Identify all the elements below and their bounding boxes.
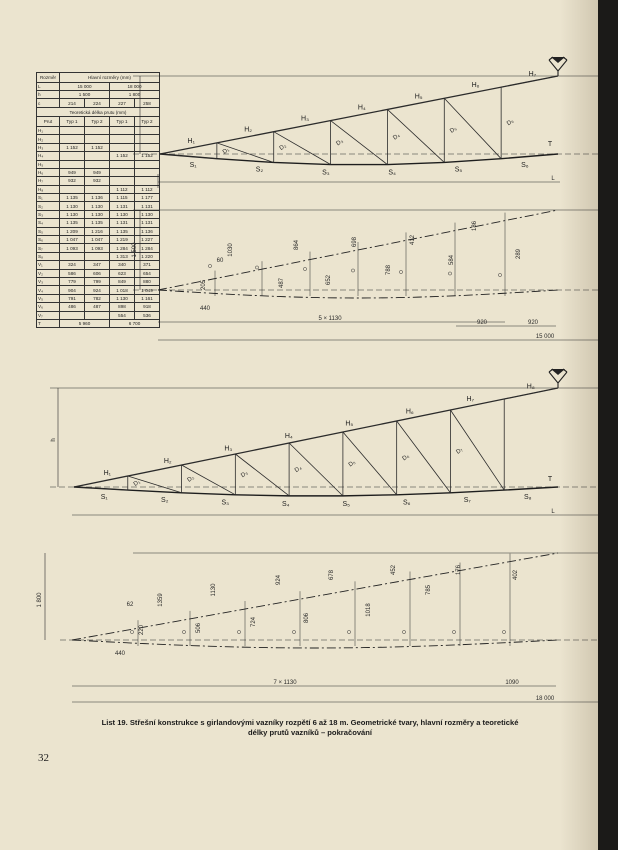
table-cell: 1 135 [60,194,85,202]
table-cell: 1 131 [135,202,160,210]
node-mark [448,272,451,275]
vertical-dim-text: 487 [279,277,285,289]
table-cell: 1 152 [60,143,85,151]
page-number: 32 [38,752,49,764]
table-cell: T [37,319,60,327]
table-cell: 898 [110,303,135,311]
table-head-cell: Rozměr [37,73,60,83]
web-member-label: D₂ [278,143,288,152]
span-dim-left-2: 7 × 1130 [273,680,297,686]
table-cell: 1 136 [85,194,110,202]
span-dim-right: 920 [527,320,539,326]
span-dim-mid-2: 1090 [505,680,519,686]
table-cell: V₇ [37,311,60,319]
table-cell: c [37,99,60,107]
vertical-dim-text: 176 [456,564,462,576]
span-label-l-2: L [551,509,555,515]
table-cell: 227 [110,99,135,107]
table-cell: 1 135 [60,219,85,227]
top-chord-label: H₅ [414,93,423,101]
web-member-label: D₇ [455,447,465,456]
vertical-dim-text: 506 [196,622,202,634]
table-cell: 849 [110,277,135,285]
table-cell: 15 000 [60,82,110,90]
table-cell: S₇ [37,244,60,252]
vertical-dim-text: 864 [294,239,300,251]
table-cell: V₃ [37,277,60,285]
bottom-chord-label: S₁ [100,493,108,501]
bottom-chord-label: S₆ [521,161,529,169]
table-cell: 586 [60,269,85,277]
table-cell: 623 [110,269,135,277]
bottom-chord-label: S₃ [322,169,330,177]
table-cell: 1 219 [110,236,135,244]
vertical-dim-text: 205 [201,279,207,291]
table-cell: 1 131 [110,219,135,227]
table-cell: 1 018 [110,286,135,294]
table-cell: 347 [85,261,110,269]
top-chord-label: H₈ [526,383,535,391]
table-cell: 1 130 [60,210,85,218]
vertical-dim-text: 402 [513,569,519,581]
table-cell: 1 131 [135,219,160,227]
table-head-cell: Typ 2 [135,117,160,127]
top-chord-label: H₁ [187,137,195,145]
table-cell: 904 [60,286,85,294]
bottom-chord-label: S₆ [403,499,411,507]
bottom-chord-label: S₅ [342,500,350,508]
table-cell: H₅ [37,160,60,168]
table-cell: 932 [60,177,85,185]
web-member-label: D₃ [335,138,345,148]
node-mark [292,630,295,633]
table-cell: 1 130 [135,210,160,218]
table-cell: S₅ [37,227,60,235]
top-chord-label: H₄ [357,104,366,112]
table-cell: 536 [135,311,160,319]
node-mark [130,630,133,633]
top-chord-label: H₁ [103,470,111,478]
table-cell: 791 [60,294,85,302]
node-mark [452,630,455,633]
table-cell: h [37,90,60,98]
table-cell: S₂ [37,202,60,210]
table-cell: 654 [135,269,160,277]
table-cell: 1 130 [60,202,85,210]
ridge-support-1-head [551,57,565,63]
table-cell: 1 112 [135,185,160,193]
table-head-cell: Hlavní rozměry (mm) [60,73,160,83]
table-cell: H₂ [37,135,60,143]
table-cell: 486 [60,303,85,311]
top-chord-label: H₆ [471,82,480,90]
figure-caption [60,718,560,738]
vertical-dim-text: 724 [251,616,257,628]
table-cell: 1 313 [110,252,135,260]
table-cell: 1 047 [60,236,85,244]
table-cell: 554 [110,311,135,319]
table-cell: 918 [135,303,160,311]
table-cell: V₂ [37,269,60,277]
table-cell: H₈ [37,185,60,193]
table-cell: 606 [85,269,110,277]
table-cell: 1 115 [110,194,135,202]
table-cell: 924 [85,286,110,294]
chord-t-label-2: T [547,476,553,483]
table-cell: 1 130 [110,294,135,302]
dim-60: 60 [216,258,224,264]
table-cell: H₃ [37,143,60,151]
vertical-dim-text: 652 [326,274,332,286]
vertical-dim-text: 186 [472,220,478,232]
table-head-cell: Typ 1 [60,117,85,127]
vertical-dim-text: 924 [276,574,282,586]
bottom-chord-label: S₃ [221,499,230,507]
table-cell: 779 [60,277,85,285]
table-cell: 487 [85,303,110,311]
table-cell: 782 [85,294,110,302]
node-mark [502,630,505,633]
node-mark [402,630,405,633]
node-mark [351,269,354,272]
top-chord-label: H₇ [466,395,475,403]
top-chord-label: H₄ [284,433,293,441]
span-dim-mid: 920 [476,320,488,326]
table-cell: 1 284 [135,244,160,252]
table-cell: 1 177 [135,194,160,202]
dim-62: 62 [126,602,134,608]
table-cell: S₁ [37,194,60,202]
table-cell: 1 284 [110,244,135,252]
table-cell: 1 152 [85,143,110,151]
vertical-dim-text: 220 [139,624,145,636]
table-cell: 1 161 [135,294,160,302]
height-dim: 1 500 [132,242,138,258]
bottom-chord-label: S₈ [523,493,532,501]
vertical-dim-text: 452 [391,564,397,576]
top-chord-label: H₂ [244,126,253,134]
table-cell: 18 000 [110,82,160,90]
top-chord [74,388,558,487]
vertical-dim-text: 1359 [158,593,164,607]
table-cell: 1 800 [110,90,160,98]
span-dim-left: 5 × 1130 [318,316,342,322]
vertical-dim-text: 678 [329,569,335,581]
web-member-label: D₃ [240,470,250,480]
node-mark [347,630,350,633]
table-cell: 949 [60,168,85,176]
table-cell: 1 136 [135,227,160,235]
bottom-chord-label: S₂ [255,166,264,174]
bottom-chord-label: S₇ [463,497,471,505]
table-cell: 1 093 [60,244,85,252]
top-chord-label: H₅ [345,420,354,428]
dim-440-2: 440 [114,651,126,657]
top-chord-label: H₆ [405,408,414,416]
table-cell: 1 227 [135,236,160,244]
table-cell: 1 112 [110,185,135,193]
caption-line-1: List 19. Střešní konstrukce s girlandovými vazníky rozpětí 6 až 18 m. Geometrické tvary, hlavní rozměry a teoretické [101,718,519,727]
table-cell: 1 152 [135,152,160,160]
bottom-chord-label: S₁ [189,161,197,169]
table-cell: 932 [85,177,110,185]
table-cell: 340 [110,261,135,269]
table-cell: 949 [85,168,110,176]
bottom-chord-label: S₄ [281,500,290,508]
table-cell: S₄ [37,219,60,227]
table-cell: 1 216 [85,227,110,235]
table-cell: 371 [135,261,160,269]
table-cell: S₈ [37,252,60,260]
vertical-dim-text: 1018 [366,603,372,617]
table-cell: 1 135 [110,227,135,235]
bottom-chord-label: S₄ [388,169,396,177]
web-member-label: D₅ [449,125,459,135]
table-cell: H₁ [37,126,60,134]
table-section-title: Teoretická délka prutu (mm) [37,107,160,117]
table-cell: 258 [135,99,160,107]
table-cell: 1 130 [85,202,110,210]
table-cell: 1 500 [60,90,110,98]
web-member-label: D₅ [347,459,357,469]
table-cell: H₇ [37,177,60,185]
table-cell: 214 [60,99,85,107]
node-mark [237,630,240,633]
bottom-chord-label: S₂ [161,497,169,505]
table-cell: 799 [85,277,110,285]
vertical-dim-text: 412 [410,234,416,246]
table-cell: 5 960 [60,319,110,327]
table-cell: 324 [60,261,85,269]
table-cell: H₄ [37,152,60,160]
table-cell: 1 047 [85,236,110,244]
total-dim: 15 000 [535,334,555,340]
table-cell: L [37,82,60,90]
web-member-label: D₁ [221,147,231,156]
chord-t-label: T [547,141,553,148]
table-cell: 1 130 [110,210,135,218]
table-cell: S₃ [37,210,60,218]
total-dim-2: 18 000 [535,696,555,702]
caption-line-2: délky prutů vazníků – pokračování [247,728,373,737]
web-member-label: D₂ [186,474,196,484]
node-mark [208,264,211,267]
vertical-dim-text: 806 [304,612,310,624]
table-cell: V₁ [37,261,60,269]
node-mark [303,267,306,270]
vertical-dim-text: 289 [516,248,522,260]
dim-440: 440 [199,306,211,312]
table-head-cell: Typ 2 [85,117,110,127]
table-cell: 1 093 [85,244,110,252]
vertical-dim-text: 785 [426,584,432,596]
table-head-cell: Prut [37,117,60,127]
web-member-label: D₆ [506,118,516,128]
bottom-chord [74,487,558,496]
vertical-dim-text: 788 [386,264,392,276]
web-member-label: D₁ [132,479,142,488]
top-chord-label: H₃ [301,115,309,123]
web-member-label: D₄ [392,132,402,142]
node-mark [182,630,185,633]
table-cell: V₆ [37,303,60,311]
node-mark [255,266,258,269]
top-chord-label: H₃ [224,445,233,453]
vertical-dim-text: 1030 [228,243,234,257]
ridge-support-2-head [551,369,565,375]
table-cell: 1 135 [85,219,110,227]
table-cell: V₅ [37,294,60,302]
node-mark [498,273,501,276]
truss-end-post [160,154,217,159]
height-dim-2: 1 800 [37,592,43,608]
top-chord-label: H₇ [528,71,537,79]
table-cell: 1 130 [85,210,110,218]
vertical-dim-text: 698 [352,236,358,248]
vertical-dim-text: 584 [449,254,455,266]
table-cell: 224 [85,99,110,107]
web-member-label: D₄ [294,465,304,475]
table-cell: H₆ [37,168,60,176]
table-cell: 1 049 [135,286,160,294]
truss-end-post [74,487,128,490]
web-member-label: D₆ [401,453,411,463]
table-cell: 880 [135,277,160,285]
height-h-label: h [51,438,57,442]
table-head-cell: Typ 1 [110,117,135,127]
table-cell: 1 220 [135,252,160,260]
top-chord-label: H₂ [163,457,172,465]
table-cell: V₄ [37,286,60,294]
bottom-chord-geometry-2 [72,640,558,648]
table-cell: S₆ [37,236,60,244]
table-cell: 6 700 [110,319,160,327]
span-label-l: L [551,176,555,182]
node-mark [399,270,402,273]
vertical-dim-text: 1130 [211,583,217,597]
bottom-chord-label: S₅ [454,166,463,174]
table-cell: 1 209 [60,227,85,235]
table-cell: 1 152 [110,152,135,160]
table-cell: 1 131 [110,202,135,210]
